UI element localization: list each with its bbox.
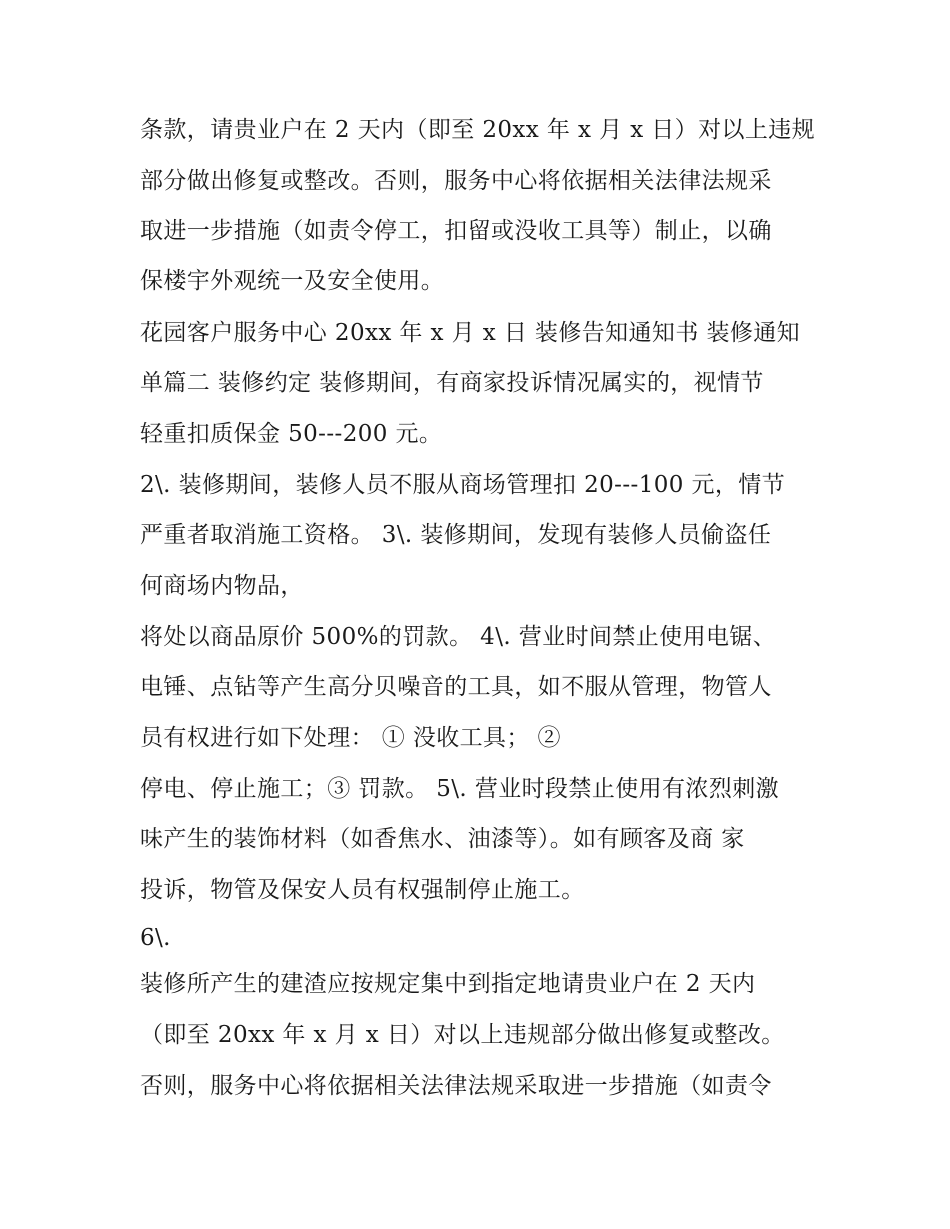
text-line: 何商场内物品， <box>140 573 304 599</box>
text-line: 6\. <box>140 925 171 951</box>
text-line: 条款，请贵业户在 2 天内（即至 20xx 年 x 月 x 日）对以上违规 <box>140 117 816 143</box>
text-line: 装修所产生的建渣应按规定集中到指定地请贵业户在 2 天内 <box>140 971 756 997</box>
text-line: （即至 20xx 年 x 月 x 日）对以上违规部分做出修复或整改。 <box>140 1022 785 1048</box>
text-line: 否则，服务中心将依据相关法律法规采取进一步措施（如责令 <box>140 1073 772 1099</box>
text-line: 花园客户服务中心 20xx 年 x 月 x 日 装修告知通知书 装修通知 <box>140 320 801 346</box>
text-line: 电锤、点钻等产生高分贝噪音的工具，如不服从管理，物管人 <box>140 674 772 700</box>
text-line: 将处以商品原价 500%的罚款。 4\. 营业时间禁止使用电锯、 <box>140 624 777 650</box>
text-line: 严重者取消施工资格。 3\. 装修期间，发现有装修人员偷盗任 <box>140 522 772 548</box>
text-line: 部分做出修复或整改。否则，服务中心将依据相关法律法规采 <box>140 168 772 194</box>
text-line: 员有权进行如下处理： ① 没收工具； ② <box>140 725 561 751</box>
text-line: 投诉，物管及保安人员有权强制停止施工。 <box>140 877 585 903</box>
text-line: 2\. 装修期间，装修人员不服从商场管理扣 20---100 元，情节 <box>140 472 786 498</box>
text-line: 轻重扣质保金 50---200 元。 <box>140 421 443 447</box>
text-line: 味产生的装饰材料（如香焦水、油漆等）。如有顾客及商 家 <box>140 826 745 852</box>
text-line: 保楼宇外观统一及安全使用。 <box>140 268 445 294</box>
text-line: 单篇二 装修约定 装修期间，有商家投诉情况属实的，视情节 <box>140 370 764 396</box>
text-line: 取进一步措施（如责令停工，扣留或没收工具等）制止，以确 <box>140 218 772 244</box>
text-line: 停电、停止施工；③ 罚款。 5\. 营业时段禁止使用有浓烈刺激 <box>140 776 780 802</box>
